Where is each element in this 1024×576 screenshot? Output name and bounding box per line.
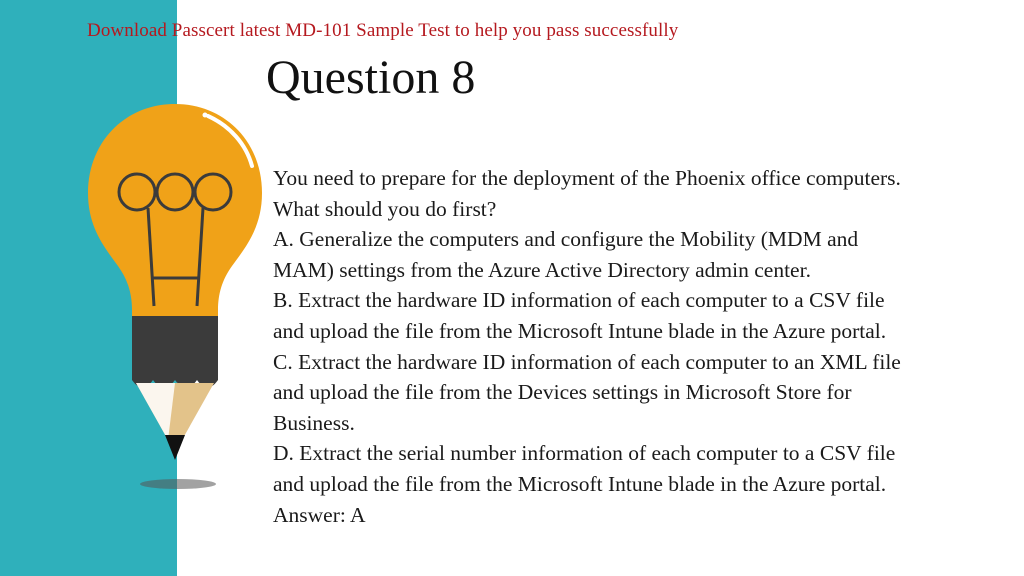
option-b-line: B. Extract the hardware ID information of each computer to a CSV file [273,288,885,313]
download-banner: Download Passcert latest MD-101 Sample Test to help you pass successfully [87,20,679,41]
option-d-line: D. Extract the serial number information of each computer to a CSV file [273,441,896,466]
option-d-line: and upload the file from the Microsoft Intune blade in the Azure portal. [273,471,887,496]
question-body [273,163,1021,530]
page-title: Question 8 [266,51,476,104]
option-b-line: and upload the file from the Microsoft Intune blade in the Azure portal. [273,318,887,343]
option-c-line: Business. [273,410,355,435]
option-c-line: C. Extract the hardware ID information of each computer to an XML file [273,349,901,374]
question-text-line: You need to prepare for the deployment of the Phoenix office computers. [273,166,901,190]
question-text-line: What should you do first? [273,196,497,221]
option-a-line: MAM) settings from the Azure Active Directory admin center. [273,257,811,282]
option-c-line: and upload the file from the Devices settings in Microsoft Store for [273,380,852,405]
option-a-line: A. Generalize the computers and configure the Mobility (MDM and [273,227,859,252]
answer-line: Answer: A [273,502,366,527]
lightbulb-pencil-icon [80,98,280,498]
